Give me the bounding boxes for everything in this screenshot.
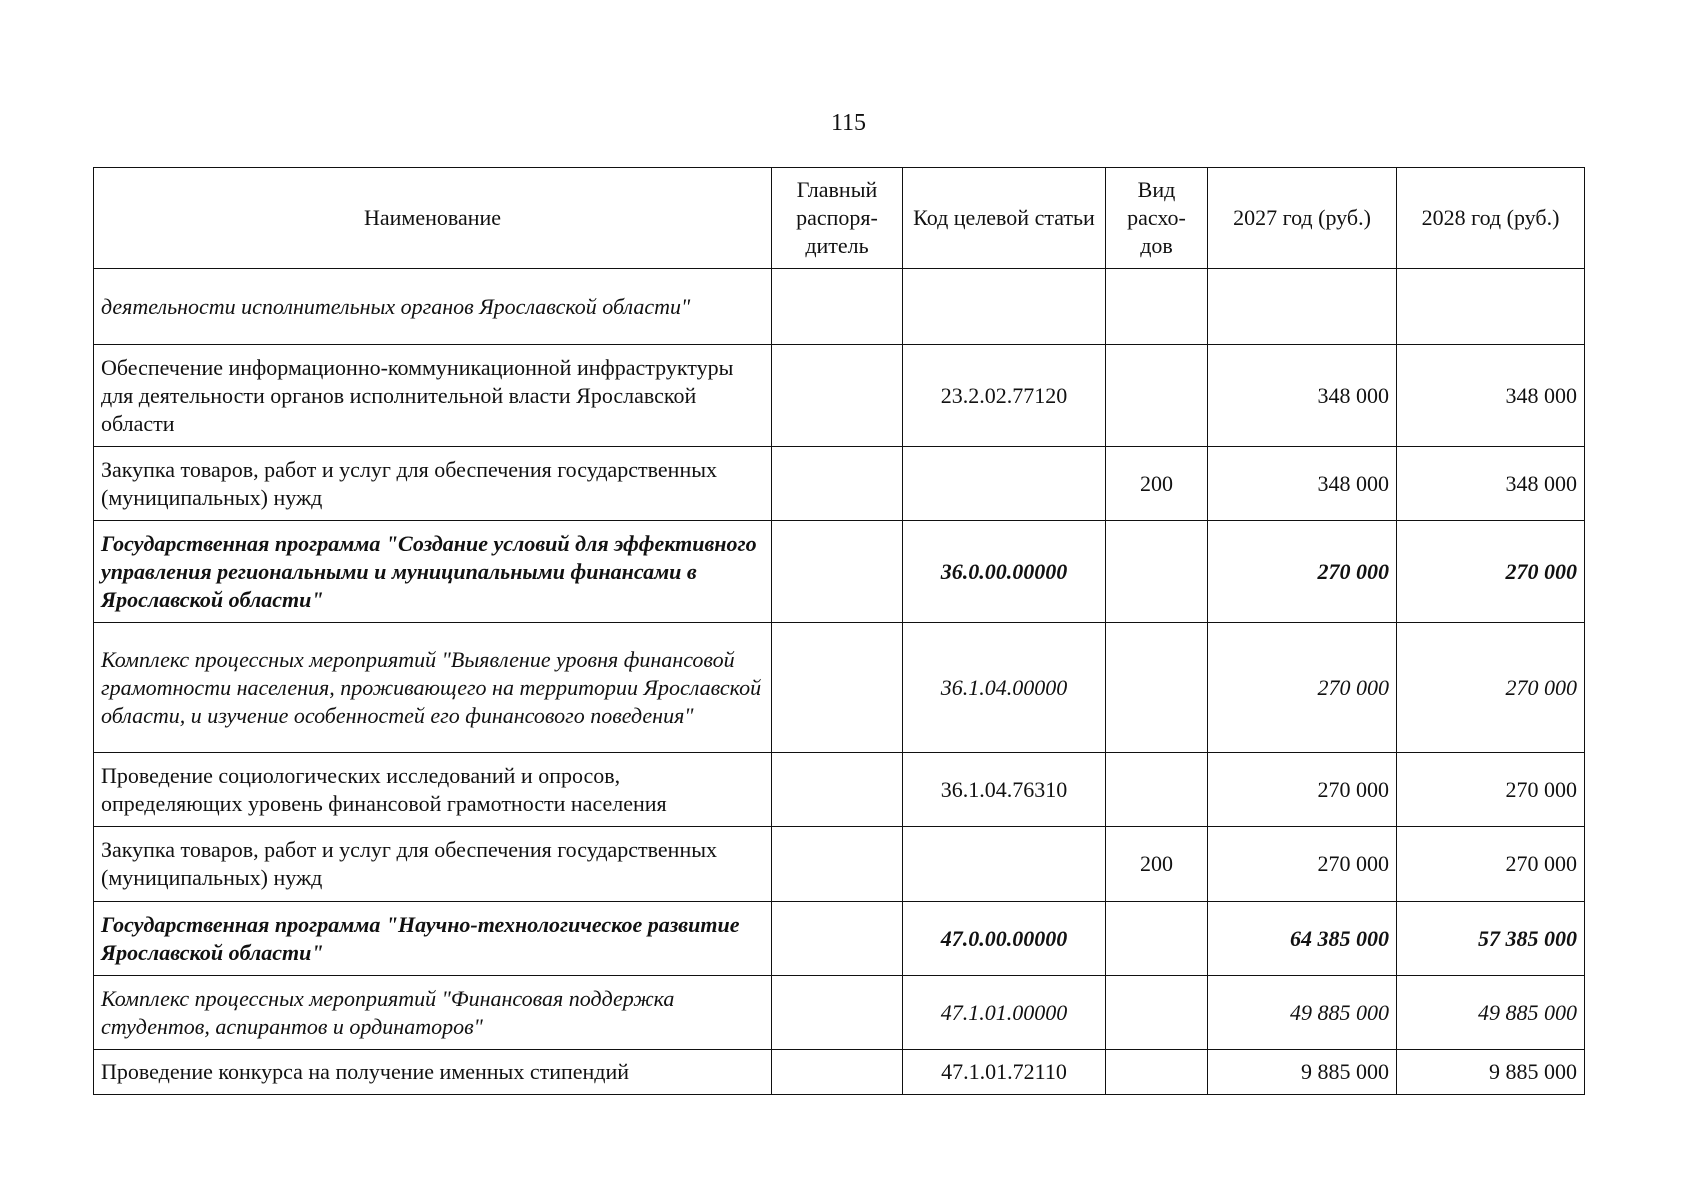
row-2028: 49 885 000 [1397, 976, 1585, 1050]
row-code: 36.0.00.00000 [903, 521, 1106, 623]
row-manager [772, 521, 903, 623]
row-manager [772, 976, 903, 1050]
row-2028 [1397, 269, 1585, 345]
row-name: Обеспечение информационно-коммуникационной инфраструктуры для деятельности органов исполнительной власти Ярославской области [94, 345, 772, 447]
row-kind [1106, 269, 1208, 345]
row-2028: 348 000 [1397, 447, 1585, 521]
table-row [94, 269, 1585, 345]
table-row [94, 345, 1585, 447]
row-2027: 9 885 000 [1208, 1050, 1397, 1095]
header-code: Код целевой статьи [903, 168, 1106, 269]
row-manager [772, 447, 903, 521]
row-manager [772, 269, 903, 345]
table-row [94, 902, 1585, 976]
row-2028: 348 000 [1397, 345, 1585, 447]
table-row [94, 447, 1585, 521]
header-manager: Главный распоря-дитель [772, 168, 903, 269]
row-code: 36.1.04.00000 [903, 623, 1106, 753]
row-2027: 348 000 [1208, 345, 1397, 447]
row-code: 47.1.01.72110 [903, 1050, 1106, 1095]
row-2028: 270 000 [1397, 827, 1585, 902]
row-name: Государственная программа "Создание условий для эффективного управления региональными и муниципальными финансами в Ярославской области" [94, 521, 772, 623]
row-kind [1106, 1050, 1208, 1095]
row-code: 36.1.04.76310 [903, 753, 1106, 827]
row-2027: 49 885 000 [1208, 976, 1397, 1050]
row-name: Комплекс процессных мероприятий "Финансовая поддержка студентов, аспирантов и ординаторов" [94, 976, 772, 1050]
table-row [94, 1050, 1585, 1095]
row-manager [772, 1050, 903, 1095]
table-row [94, 827, 1585, 902]
row-kind [1106, 753, 1208, 827]
table-row [94, 521, 1585, 623]
row-2028: 270 000 [1397, 521, 1585, 623]
page-number: 115 [830, 110, 867, 136]
row-manager [772, 345, 903, 447]
row-name: Проведение конкурса на получение именных стипендий [94, 1050, 772, 1095]
row-2027: 270 000 [1208, 623, 1397, 753]
row-manager [772, 623, 903, 753]
row-2028: 270 000 [1397, 753, 1585, 827]
row-code: 47.0.00.00000 [903, 902, 1106, 976]
row-2027: 270 000 [1208, 827, 1397, 902]
row-code: 47.1.01.00000 [903, 976, 1106, 1050]
row-kind [1106, 521, 1208, 623]
row-manager [772, 753, 903, 827]
row-name: Государственная программа "Научно-технологическое развитие Ярославской области" [94, 902, 772, 976]
table-row [94, 623, 1585, 753]
row-manager [772, 902, 903, 976]
row-manager [772, 827, 903, 902]
row-2027: 270 000 [1208, 521, 1397, 623]
row-name: Комплекс процессных мероприятий "Выявление уровня финансовой грамотности населения, проживающего на территории Ярославской области, и изучение особенностей его финансового поведения" [94, 623, 772, 753]
row-code [903, 827, 1106, 902]
row-code [903, 447, 1106, 521]
row-kind: 200 [1106, 447, 1208, 521]
header-2028: 2028 год (руб.) [1397, 168, 1585, 269]
row-code [903, 269, 1106, 345]
row-2028: 270 000 [1397, 623, 1585, 753]
budget-table [93, 167, 1585, 1095]
table-header-row [94, 168, 1585, 269]
row-2027: 64 385 000 [1208, 902, 1397, 976]
row-kind [1106, 345, 1208, 447]
row-2027 [1208, 269, 1397, 345]
header-kind: Вид расхо-дов [1106, 168, 1208, 269]
row-2028: 9 885 000 [1397, 1050, 1585, 1095]
row-2028: 57 385 000 [1397, 902, 1585, 976]
table-row [94, 976, 1585, 1050]
row-kind [1106, 623, 1208, 753]
header-name: Наименование [94, 168, 772, 269]
row-kind [1106, 902, 1208, 976]
row-2027: 348 000 [1208, 447, 1397, 521]
row-name: Закупка товаров, работ и услуг для обеспечения государственных (муниципальных) нужд [94, 447, 772, 521]
row-2027: 270 000 [1208, 753, 1397, 827]
row-name: Проведение социологических исследований и опросов, определяющих уровень финансовой грамотности населения [94, 753, 772, 827]
header-2027: 2027 год (руб.) [1208, 168, 1397, 269]
row-name: Закупка товаров, работ и услуг для обеспечения государственных (муниципальных) нужд [94, 827, 772, 902]
row-kind: 200 [1106, 827, 1208, 902]
row-code: 23.2.02.77120 [903, 345, 1106, 447]
table-row [94, 753, 1585, 827]
row-name: деятельности исполнительных органов Ярославской области" [94, 269, 772, 345]
row-kind [1106, 976, 1208, 1050]
